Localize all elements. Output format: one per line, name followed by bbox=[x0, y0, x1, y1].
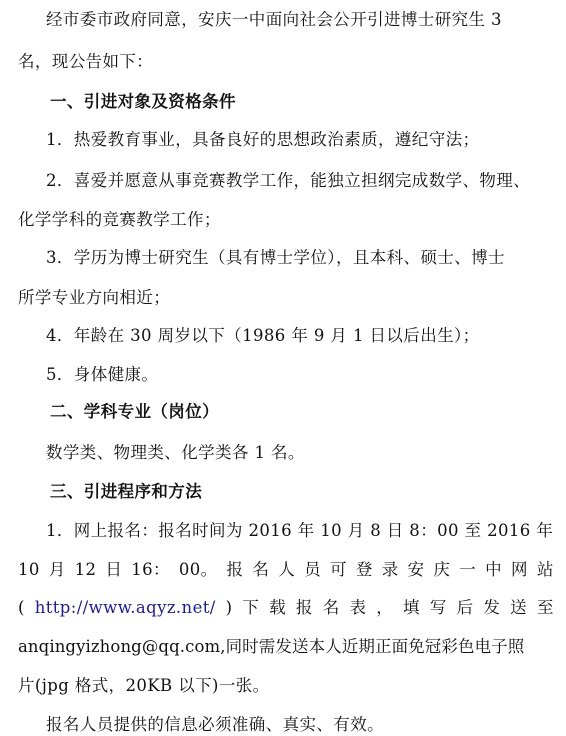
section-3-item-1-line-2 bbox=[18, 559, 554, 581]
section-1-item-4: 4．年龄在 30 周岁以下（1986 年 9 月 1 日以后出生）； bbox=[46, 326, 480, 345]
text-fragment: 员 bbox=[304, 560, 322, 579]
text-fragment: 一 bbox=[459, 560, 477, 579]
text-fragment: ( bbox=[18, 598, 25, 617]
text-fragment: 送 bbox=[510, 598, 528, 617]
text-fragment: 写 bbox=[429, 598, 447, 617]
text-fragment: 报 bbox=[295, 598, 313, 617]
section-3-item-1-line-4: anqingyizhong@qq.com,同时需发送本人近期正面免冠彩色电子照 bbox=[18, 637, 525, 656]
section-2-text: 数学类、物理类、化学类各 1 名。 bbox=[46, 443, 305, 462]
text-fragment: 12 bbox=[74, 560, 97, 579]
section-3-note: 报名人员提供的信息必须准确、真实、有效。 bbox=[46, 715, 384, 734]
text-fragment: 名 bbox=[322, 598, 340, 617]
text-fragment: 载 bbox=[269, 598, 287, 617]
text-fragment: 下 bbox=[242, 598, 260, 617]
intro-line-2: 名，现公告如下： bbox=[18, 52, 154, 71]
text-fragment: 人 bbox=[278, 560, 296, 579]
text-fragment: 日 bbox=[105, 560, 123, 579]
section-1-heading: 一、引进对象及资格条件 bbox=[50, 92, 236, 111]
intro-line-1: 经市委市政府同意，安庆一中面向社会公开引进博士研究生 3 bbox=[46, 10, 502, 29]
section-1-item-3-line-2: 所学专业方向相近； bbox=[18, 288, 171, 307]
section-2-heading: 二、学科专业（岗位） bbox=[50, 402, 219, 421]
text-fragment: ) bbox=[225, 598, 233, 617]
text-fragment: ， bbox=[376, 598, 394, 617]
text-fragment: 安 bbox=[407, 560, 425, 579]
text-fragment: 至 bbox=[536, 598, 554, 617]
text-fragment: 网 bbox=[510, 560, 528, 579]
text-fragment: 名 bbox=[252, 560, 270, 579]
section-3-item-1-line-3 bbox=[18, 597, 554, 619]
text-fragment: 16： bbox=[131, 560, 170, 579]
section-1-item-2-line-2: 化学学科的竞赛教学工作； bbox=[18, 210, 221, 229]
text-fragment: 填 bbox=[403, 598, 420, 617]
text-fragment: 00。 bbox=[178, 560, 218, 579]
section-1-item-3-line-1: 3．学历为博士研究生（具有博士学位），且本科、硕士、博士 bbox=[46, 248, 505, 267]
text-fragment: 10 bbox=[18, 560, 40, 579]
text-fragment: 站 bbox=[536, 560, 554, 579]
section-3-heading: 三、引进程序和方法 bbox=[50, 482, 203, 501]
text-fragment: 月 bbox=[48, 560, 66, 579]
text-fragment: 表 bbox=[349, 598, 367, 617]
text-fragment: 报 bbox=[226, 560, 244, 579]
text-fragment: 庆 bbox=[433, 560, 451, 579]
text-fragment: 后 bbox=[456, 598, 474, 617]
section-3-item-1-line-5: 片(jpg 格式，20KB 以下)一张。 bbox=[18, 676, 270, 695]
text-fragment: 发 bbox=[483, 598, 501, 617]
section-1-item-2-line-1: 2．喜爱并愿意从事竞赛教学工作，能独立担纲完成数学、物理、 bbox=[46, 171, 531, 190]
section-3-item-1-line-1: 1．网上报名：报名时间为 2016 年 10 月 8 日 8：00 至 2016 年 bbox=[46, 521, 554, 540]
section-1-item-5: 5．身体健康。 bbox=[46, 365, 159, 384]
website-link[interactable]: http://www.aqyz.net/ bbox=[34, 598, 216, 617]
text-fragment: 录 bbox=[381, 560, 399, 579]
text-fragment: 可 bbox=[329, 560, 347, 579]
section-1-item-1: 1．热爱教育事业，具备良好的思想政治素质，遵纪守法； bbox=[46, 130, 480, 149]
text-fragment: 中 bbox=[485, 560, 503, 579]
text-fragment: 登 bbox=[355, 560, 373, 579]
